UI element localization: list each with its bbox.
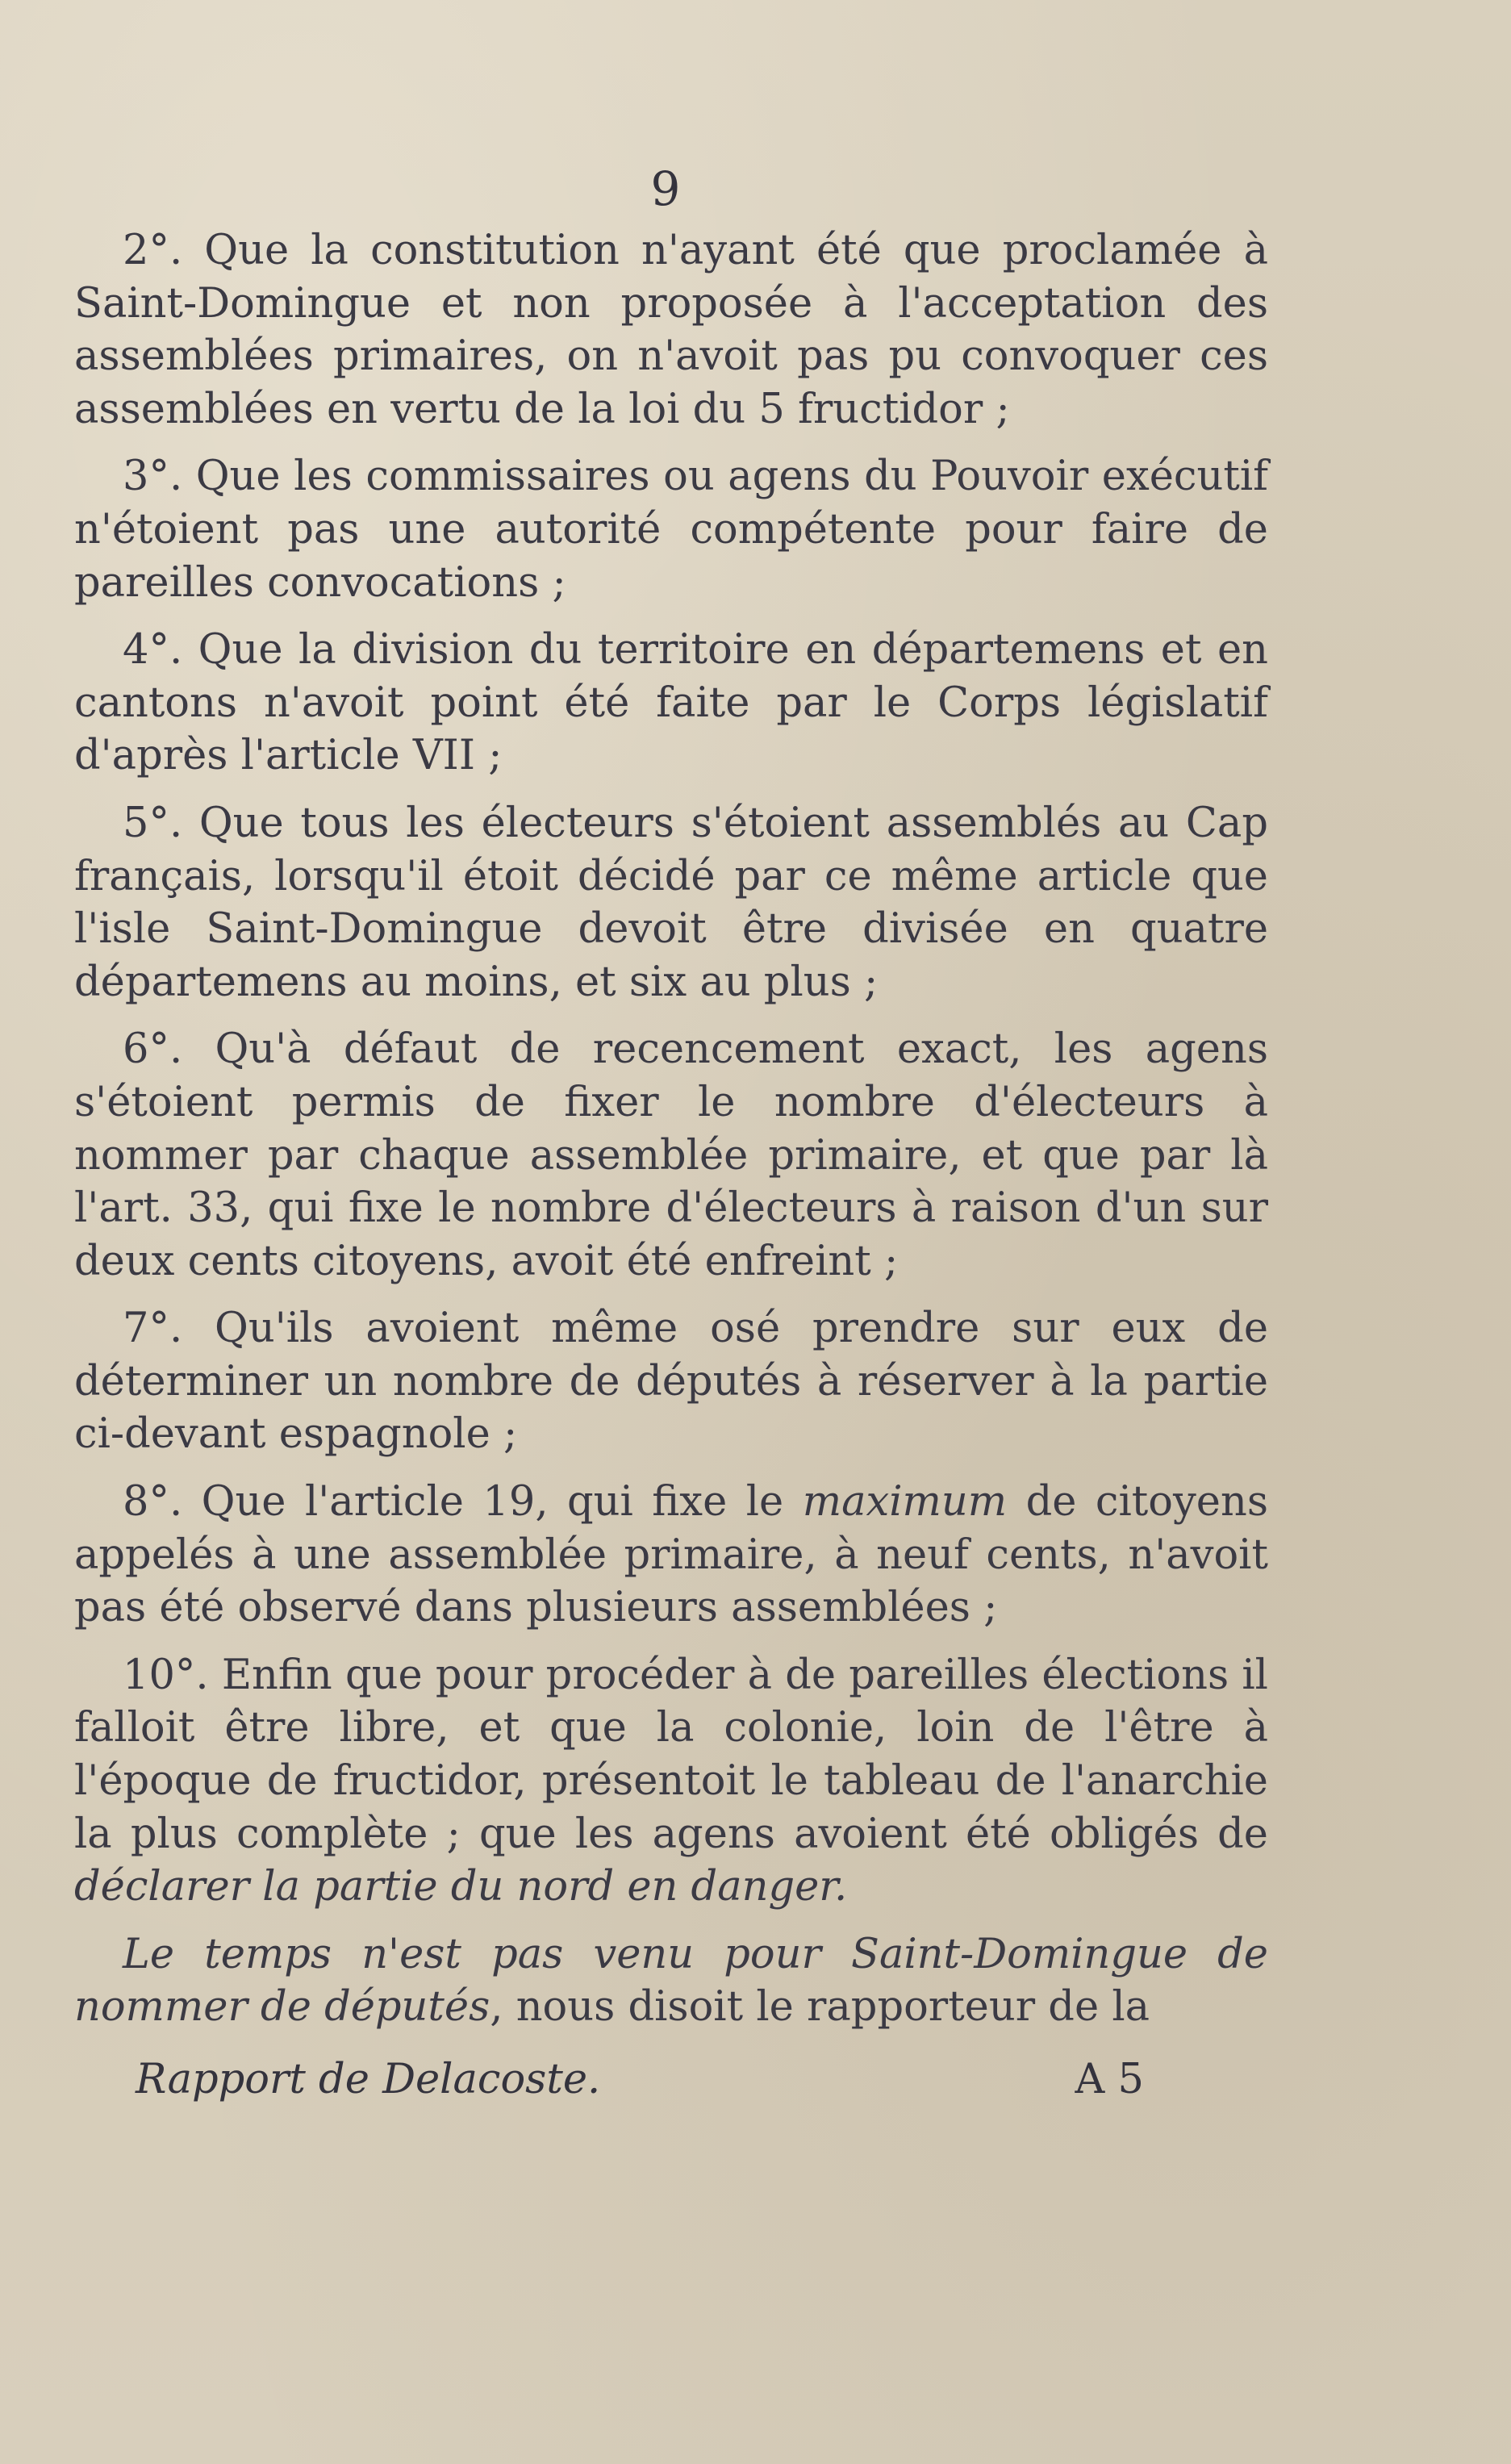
- paragraph-10: [74, 1649, 1268, 1914]
- paragraph-6: 6°. Qu'à défaut de recencement exact, les agens s'étoient permis de fixer le nombre d'électeurs à nommer par chaque assemblée primaire, et que par là l'art. 33, qui fixe le nombre d'électeurs à raison d'un sur deux cents citoyens, avoit été enfreint ;: [74, 1025, 1268, 1285]
- quote-paragraph: [74, 1928, 1268, 2034]
- paragraph-8-end: de citoyens appelés à une assemblée primaire, à neuf cents, n'avoit pas été observé dans plusieurs assemblées ;: [74, 1478, 1269, 1632]
- paragraph-8-start: 8°. Que l'article 19, qui fixe le: [123, 1478, 803, 1526]
- page-footer: [136, 2056, 1144, 2103]
- quote-italic: Le temps n'est pas venu pour Saint-Domingue de nommer de députés: [74, 1930, 1268, 2032]
- footer-running-title: Rapport de Delacoste.: [136, 2056, 601, 2103]
- quote-end: , nous disoit le rapporteur de la: [490, 1983, 1150, 2032]
- paragraph-5: 5°. Que tous les électeurs s'étoient assemblés au Cap français, lorsqu'il étoit décidé par ce même article que l'isle Saint-Domingue devoit être divisée en quatre départemens au moins, et six au plus ;: [74, 799, 1268, 1006]
- paragraph-8: [74, 1476, 1268, 1635]
- paragraph-2: 2°. Que la constitution n'ayant été que proclamée à Saint-Domingue et non proposée à l'acceptation des assemblées primaires, on n'avoit pas pu convoquer ces assemblées en vertu de la loi du 5 fructidor ;: [74, 227, 1268, 433]
- paragraph-10-italic: déclarer la partie du nord en danger.: [74, 1863, 848, 1911]
- page-number: 9: [650, 161, 681, 216]
- paragraph-10-start: 10°. Enfin que pour procéder à de pareilles élections il falloit être libre, et que la colonie, loin de l'être à l'époque de fructidor, présentoit le tableau de l'anarchie la plus complète ; que les agens avoient été obligés de: [74, 1651, 1268, 1858]
- body-text: [74, 224, 1268, 2034]
- paragraph-3: 3°. Que les commissaires ou agens du Pouvoir exécutif n'étoient pas une autorité compétente pour faire de pareilles convocations ;: [74, 453, 1268, 607]
- paragraph-4: 4°. Que la division du territoire en départemens et en cantons n'avoit point été faite par le Corps législatif d'après l'article VII ;: [74, 626, 1268, 780]
- paragraph-8-italic: maximum: [802, 1478, 1008, 1526]
- paragraph-7: 7°. Qu'ils avoient même osé prendre sur eux de déterminer un nombre de députés à réserver à la partie ci-devant espagnole ;: [74, 1305, 1268, 1459]
- footer-signature-mark: A 5: [1075, 2056, 1144, 2103]
